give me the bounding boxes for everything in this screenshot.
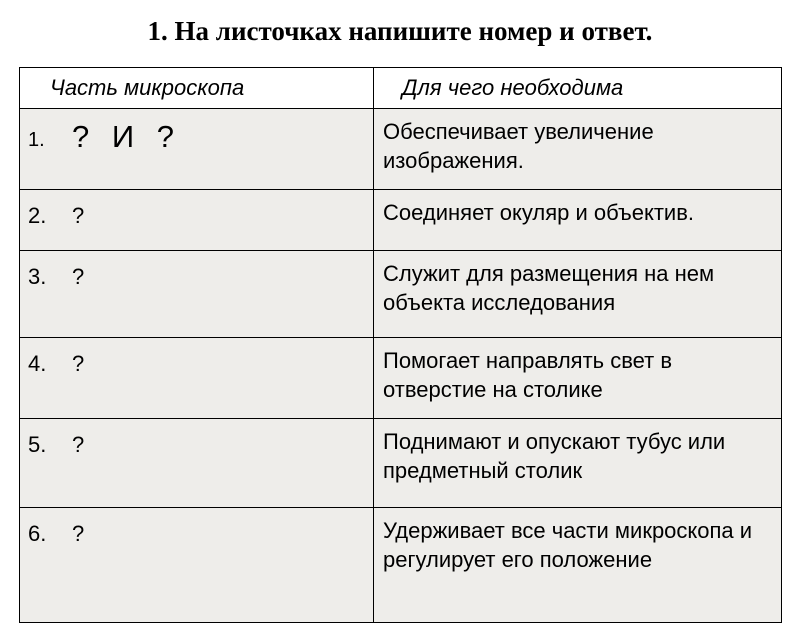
purpose-cell: Удерживает все части микроскопа и регулирует его положение [374,508,782,623]
table-row [20,251,782,338]
row-number: 2. [28,203,47,228]
table-row [20,338,782,419]
answer-placeholder: ? [72,432,85,457]
column-header-purpose: Для чего необходима [374,68,782,109]
part-cell [20,419,374,508]
table-row [20,190,782,251]
part-cell [20,508,374,623]
purpose-cell: Обеспечивает увеличение изображения. [374,109,782,190]
part-cell [20,251,374,338]
part-cell [20,109,374,190]
page-title: 1. На листочках напишите номер и ответ. [147,16,653,46]
purpose-cell: Соединяет окуляр и объектив. [374,190,782,251]
table-row [20,109,782,190]
answer-placeholder: ? [72,264,85,289]
microscope-parts-table [19,67,782,623]
answer-placeholder: ? [72,521,85,546]
row-number: 3. [28,264,47,289]
row-number: 6. [28,521,47,546]
answer-placeholder: ? [72,351,85,376]
purpose-cell: Служит для размещения на нем объекта исследования [374,251,782,338]
row-number: 4. [28,351,47,376]
table-header-row [20,68,782,109]
table-row [20,508,782,623]
table-row [20,419,782,508]
row-number: 1. [28,129,45,151]
part-cell [20,338,374,419]
answer-placeholder: ? [72,203,85,228]
part-cell [20,190,374,251]
row-number: 5. [28,432,47,457]
purpose-cell: Помогает направлять свет в отверстие на столике [374,338,782,419]
answer-placeholder: ? И ? [72,119,181,154]
purpose-cell: Поднимают и опускают тубус или предметный столик [374,419,782,508]
column-header-part: Часть микроскопа [20,68,374,109]
